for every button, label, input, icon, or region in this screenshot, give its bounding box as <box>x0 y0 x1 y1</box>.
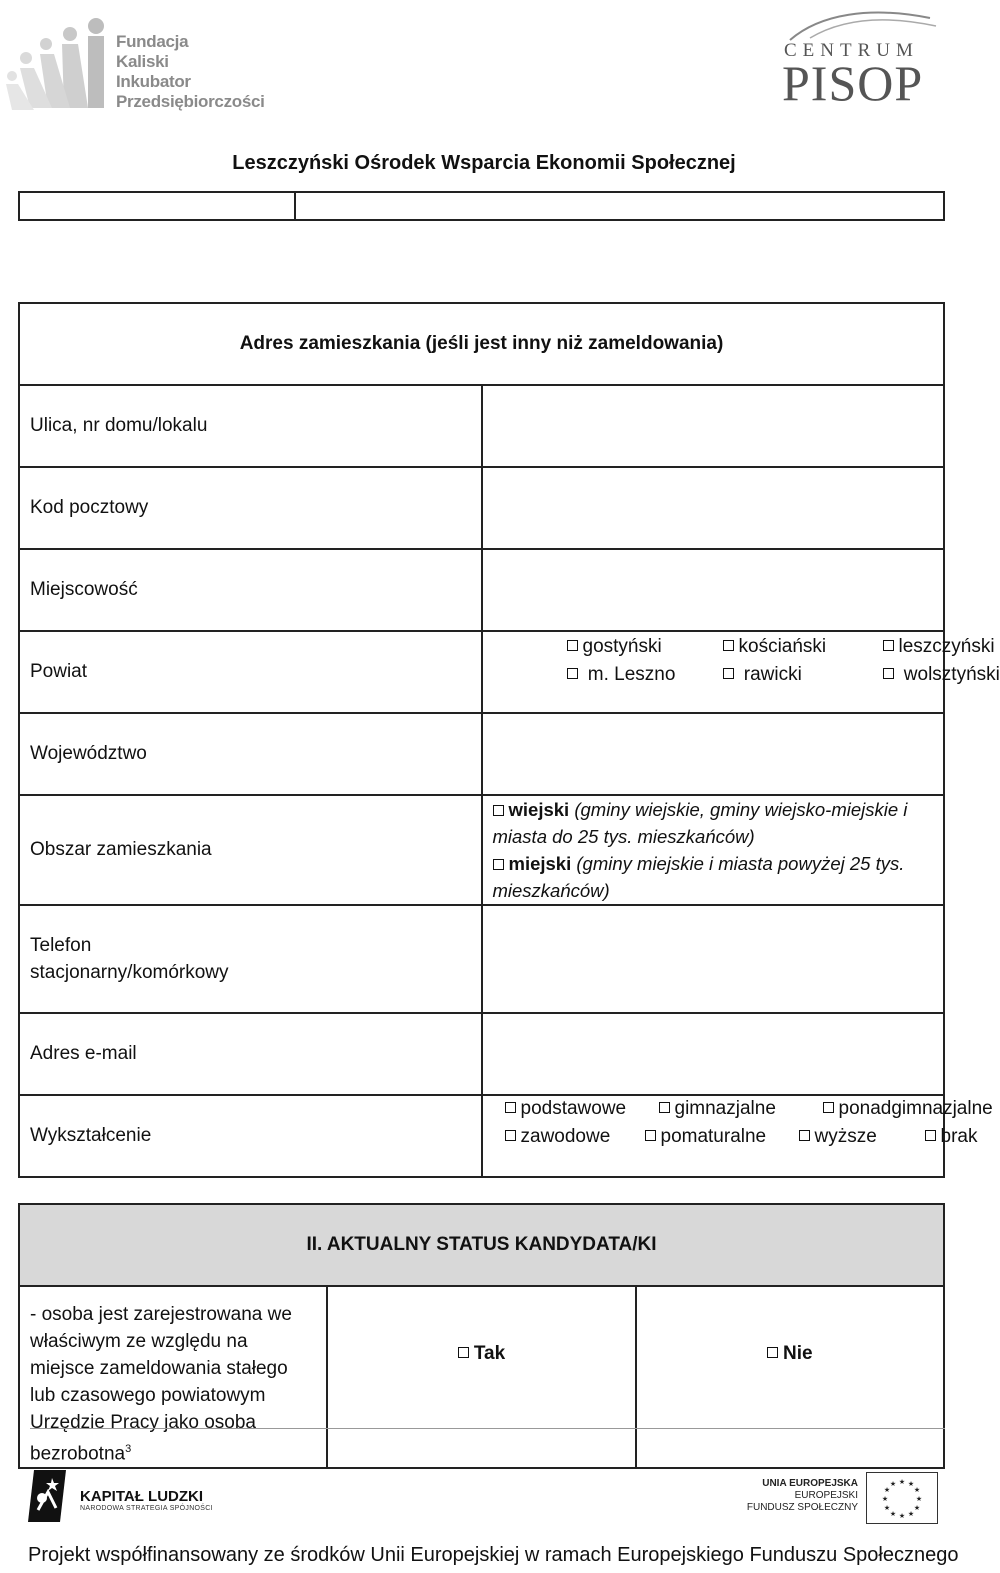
area-option-urban[interactable]: miejski (gminy miejskie i miasta powyżej 25 tys. mieszkańców) <box>492 853 905 901</box>
checkbox-icon[interactable] <box>767 1347 778 1358</box>
residence-area-label: Obszar zamieszkania <box>19 795 482 905</box>
phone-label: Telefon stacjonarny/komórkowy <box>19 905 482 1013</box>
education-option-gimnazjalne[interactable]: gimnazjalne <box>659 1098 776 1120</box>
eu-stars-icon <box>867 1473 937 1523</box>
checkbox-icon[interactable] <box>799 1130 810 1141</box>
svg-text:★: ★ <box>898 1478 906 1486</box>
postal-code-field[interactable] <box>482 467 945 549</box>
email-label: Adres e-mail <box>19 1013 482 1095</box>
county-option-wolsztynski[interactable]: wolsztyński <box>883 664 1000 686</box>
checkbox-icon[interactable] <box>458 1347 469 1358</box>
fkip-logo <box>4 14 264 114</box>
checkbox-icon[interactable] <box>659 1102 670 1113</box>
checkbox-icon[interactable] <box>493 859 504 870</box>
svg-text:★: ★ <box>889 1510 897 1518</box>
checkbox-icon[interactable] <box>723 668 734 679</box>
checkbox-icon[interactable] <box>493 805 504 816</box>
svg-text:★: ★ <box>883 1504 891 1512</box>
checkbox-icon[interactable] <box>645 1130 656 1141</box>
county-option-leszczynski[interactable]: leszczyński <box>883 636 995 658</box>
svg-text:★: ★ <box>883 1486 891 1494</box>
checkbox-icon[interactable] <box>883 668 894 679</box>
area-option-rural[interactable]: wiejski (gminy wiejskie, gminy wiejsko-miejskie i miasta do 25 tys. mieszkańców) <box>492 799 908 847</box>
county-option-koscianski[interactable]: kościański <box>723 636 827 658</box>
svg-text:★: ★ <box>889 1480 897 1488</box>
checkbox-icon[interactable] <box>505 1102 516 1113</box>
county-option-gostynski[interactable]: gostyński <box>567 636 662 658</box>
svg-text:★: ★ <box>898 1512 906 1520</box>
checkbox-icon[interactable] <box>723 640 734 651</box>
checkbox-icon[interactable] <box>567 668 578 679</box>
city-field[interactable] <box>482 549 945 631</box>
top-empty-cell-left[interactable] <box>19 192 295 220</box>
status-heading: II. AKTUALNY STATUS KANDYDATA/KI <box>19 1204 944 1286</box>
pisop-logo-main-text: PISOP <box>782 55 924 111</box>
footer-divider <box>30 1428 945 1429</box>
svg-text:★: ★ <box>915 1495 923 1503</box>
fkip-logo-text: Fundacja Kaliski Inkubator Przedsiębiorczości <box>116 32 265 111</box>
residence-area-options <box>482 795 945 905</box>
kapital-ludzki-subtitle: NARODOWA STRATEGIA SPÓJNOŚCI <box>80 1505 213 1512</box>
county-label: Powiat <box>19 631 482 713</box>
answer-yes[interactable]: Tak <box>327 1286 635 1468</box>
eu-text: UNIA EUROPEJSKA EUROPEJSKI FUNDUSZ SPOŁECZNY <box>746 1478 858 1513</box>
checkbox-icon[interactable] <box>505 1130 516 1141</box>
address-table <box>18 302 1000 1178</box>
county-option-m-leszno[interactable]: m. Leszno <box>567 664 676 686</box>
kapital-ludzki-title: KAPITAŁ LUDZKI <box>80 1488 204 1505</box>
status-table <box>18 1203 945 1469</box>
street-field[interactable] <box>482 385 945 467</box>
unemployed-question: - osoba jest zarejestrowana we właściwym ze względu na miejsce zameldowania stałego lub czasowego powiatowym Urzędzie Pracy jako osoba bezrobotna$^3$ <box>19 1286 327 1468</box>
address-heading: Adres zamieszkania (jeśli jest inny niż zameldowania) <box>19 303 944 385</box>
education-label: Wykształcenie <box>19 1095 482 1177</box>
voivodeship-label: Województwo <box>19 713 482 795</box>
email-field[interactable] <box>482 1013 945 1095</box>
pisop-swoosh-graphic <box>780 4 940 44</box>
footer-cofinancing-text: Projekt współfinansowany ze środków Unii Europejskiej w ramach Europejskiego Funduszu Społecznego <box>28 1544 959 1566</box>
svg-text:★: ★ <box>907 1510 915 1518</box>
education-options <box>482 1095 993 1177</box>
eu-flag-icon <box>866 1472 938 1524</box>
top-empty-cell-right[interactable] <box>295 192 944 220</box>
voivodeship-field[interactable] <box>482 713 945 795</box>
county-option-rawicki[interactable]: rawicki <box>723 664 802 686</box>
education-option-pomaturalne[interactable]: pomaturalne <box>645 1126 767 1148</box>
footnote-mark: 3 <box>125 1443 132 1455</box>
street-label: Ulica, nr domu/lokalu <box>19 385 482 467</box>
document-title: Leszczyński Ośrodek Wsparcia Ekonomii Społecznej <box>232 152 736 174</box>
education-option-podstawowe[interactable]: podstawowe <box>505 1098 627 1120</box>
svg-text:★: ★ <box>881 1495 889 1503</box>
city-label: Miejscowość <box>19 549 482 631</box>
checkbox-icon[interactable] <box>823 1102 834 1113</box>
top-empty-row <box>18 191 945 221</box>
phone-field[interactable] <box>482 905 945 1013</box>
kapital-ludzki-logo-icon <box>26 1468 70 1524</box>
education-option-wyzsze[interactable]: wyższe <box>799 1126 877 1148</box>
checkbox-icon[interactable] <box>925 1130 936 1141</box>
county-options <box>482 631 1000 713</box>
education-option-zawodowe[interactable]: zawodowe <box>505 1126 611 1148</box>
svg-text:★: ★ <box>913 1486 921 1494</box>
pisop-logo-top-text: CENTRUM <box>784 40 919 61</box>
svg-text:★: ★ <box>907 1480 915 1488</box>
checkbox-icon[interactable] <box>883 640 894 651</box>
svg-text:★: ★ <box>913 1504 921 1512</box>
postal-code-label: Kod pocztowy <box>19 467 482 549</box>
education-option-ponadgimnazjalne[interactable]: ponadgimnazjalne <box>823 1098 993 1120</box>
centrum-pisop-logo <box>780 4 940 111</box>
education-option-brak[interactable]: brak <box>925 1126 978 1148</box>
checkbox-icon[interactable] <box>567 640 578 651</box>
answer-no[interactable]: Nie <box>636 1286 944 1468</box>
fkip-logo-graphic <box>4 14 114 114</box>
